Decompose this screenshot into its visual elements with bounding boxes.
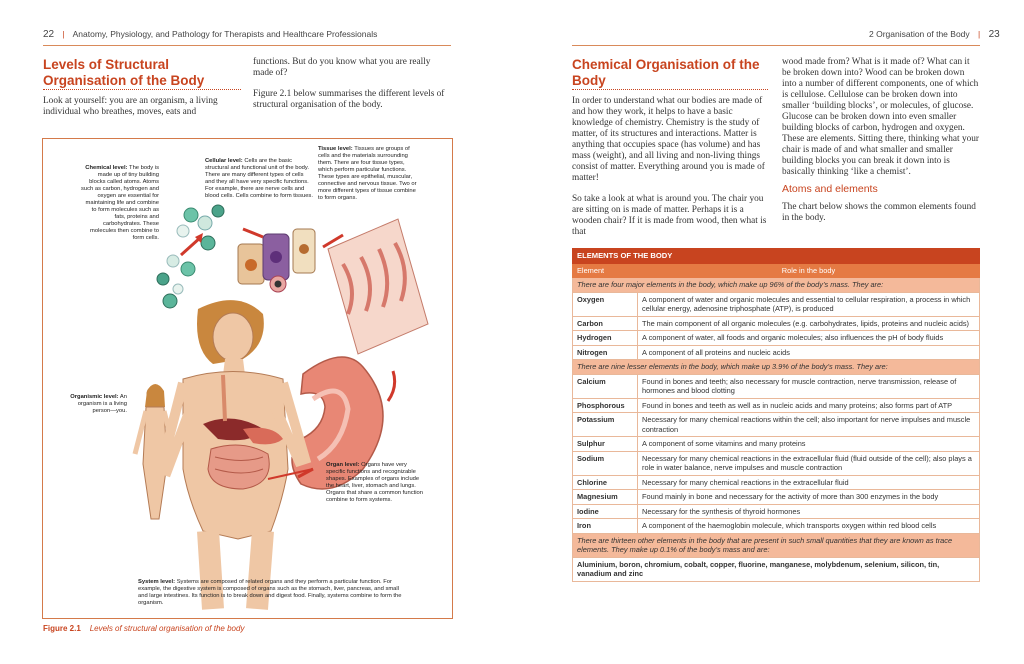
element-role: The main component of all organic molecules (e.g. carbohydrates, lipids, proteins and nucleic acids) (638, 316, 980, 331)
system-level-label: System level: Systems are composed of related organs and they perform a particular function. For example, the digestive system is composed of organs such as the stomach, liver, pancreas, and small and large intestines. Its function is to break down and digest food. Finally, systems combine to form the organism. (138, 579, 402, 606)
element-role: A component of water and organic molecules and essential to cellular respiration, a process in which cellular energy, adenosine triphosphate (ATP), is produced (638, 292, 980, 316)
element-name: Hydrogen (573, 331, 638, 346)
figure-reference-paragraph: Figure 2.1 below summarises the different levels of structural organisation of the body. (253, 89, 445, 110)
left-header-rule (43, 45, 451, 46)
table-row (573, 345, 980, 360)
intro-paragraph: Look at yourself: you are an organism, a living individual who breathes, moves, eats and (43, 96, 218, 117)
right-heading-underline (572, 89, 768, 90)
figure-caption-text: Levels of structural organisation of the body (89, 624, 245, 633)
table-row (573, 451, 980, 475)
element-role: A component of the haemoglobin molecule, which transports oxygen within red blood cells (638, 519, 980, 534)
element-name: Sodium (573, 451, 638, 475)
table-row (573, 413, 980, 437)
right-col2 (782, 57, 980, 188)
system-figure (161, 300, 305, 609)
element-name: Iron (573, 519, 638, 534)
table-row (573, 490, 980, 505)
atoms-molecules-icon (157, 205, 224, 308)
right-section-heading: Chemical Organisation of the Body (572, 57, 760, 88)
element-name: Potassium (573, 413, 638, 437)
table-row (573, 331, 980, 346)
section-note-row (573, 360, 980, 375)
table-row (573, 504, 980, 519)
element-name: Oxygen (573, 292, 638, 316)
element-name: Carbon (573, 316, 638, 331)
table-row (573, 437, 980, 452)
section-note-row (573, 533, 980, 557)
cells-icon (238, 229, 315, 292)
left-section-heading: Levels of Structural Organisation of the Body (43, 57, 205, 88)
left-running-header: 22 | Anatomy, Physiology, and Pathology for Therapists and Healthcare Professionals (43, 29, 378, 40)
table-row (573, 475, 980, 490)
chart-intro-paragraph: The chart below shows the common elements found in the body. (782, 202, 976, 223)
right-col1 (572, 96, 768, 248)
section-note-row (573, 278, 980, 293)
figure-caption-label: Figure 2.1 (43, 624, 81, 633)
right-running-header: 2 Organisation of the Body | 23 (869, 29, 1000, 40)
table-row (573, 519, 980, 534)
intro-continued-paragraph: functions. But do you know what you are really made of? (253, 57, 431, 78)
organ-level-label: Organ level: Organs have very specific functions and recognizable shapes. Examples of organs include the heart, liver, stomach and lungs. Organs that share a common function combine to form systems. (326, 462, 423, 503)
element-role: Necessary for many chemical reactions within the cell; also important for nerve impulses and muscle contraction (638, 413, 980, 437)
trace-elements-row (573, 557, 980, 581)
left-running-head-text: Anatomy, Physiology, and Pathology for Therapists and Healthcare Professionals (72, 29, 378, 39)
major-elements-note: There are four major elements in the body, which make up 96% of the body’s mass. They are: (573, 278, 980, 293)
element-role: A component of all proteins and nucleic acids (638, 345, 980, 360)
element-role: Found in bones and teeth as well as in nucleic acids and many proteins; also forms part of ATP (638, 398, 980, 413)
table-row (573, 398, 980, 413)
element-role: Necessary for the synthesis of thyroid hormones (638, 504, 980, 519)
element-name: Sulphur (573, 437, 638, 452)
figure-caption (43, 624, 244, 633)
lesser-elements-note: There are nine lesser elements in the body, which make up 3.9% of the body’s mass. They are: (573, 360, 980, 375)
table-title-row (573, 249, 980, 264)
table-header-row (573, 263, 980, 278)
tissue-icon (328, 219, 428, 354)
chemistry-paragraph: In order to understand what our bodies are made of and how they work, it helps to have a basic knowledge of chemistry. Chemistry is the study of matter, of its structures and interactions. Matter is anything that occupies space (has volume) and has mass (weight), and all living and non-living things consist of matter. Everything around you is made of matter! (572, 96, 765, 183)
element-role: Found in bones and teeth; also necessary for muscle contraction, nerve transmission, release of hormones and blood clotting (638, 374, 980, 398)
left-intro-col1 (43, 96, 241, 128)
chart-intro (782, 202, 980, 234)
element-name: Phosphorous (573, 398, 638, 413)
organismic-level-label: Organismic level: An organism is a living person—you. (70, 394, 127, 414)
left-page-number: 22 (43, 29, 55, 40)
element-role: A component of water, all foods and organic molecules; also influences the pH of body fluids (638, 331, 980, 346)
element-name: Chlorine (573, 475, 638, 490)
column-header-role: Role in the body (638, 263, 980, 278)
chemical-level-label: Chemical level: The body is made up of tiny building blocks called atoms. Atoms such as carbon, hydrogen and oxygen are essential for maintaining life and combine to form molecules such as fats, proteins and carbohydrates. These molecules then combine to form cells. (81, 165, 159, 241)
column-header-element: Element (573, 263, 638, 278)
right-header-rule (572, 45, 980, 46)
element-name: Iodine (573, 504, 638, 519)
element-name: Calcium (573, 374, 638, 398)
wood-paragraph: wood made from? What is it made of? What can it be broken down into? Wood can be broken down into a number of different components, one of which is cellulose. Cellulose can be broken down into smaller ‘building blocks’, or molecules, of glucose. Glucose can be broken down into even smaller building blocks of carbon, hydrogen and oxygen. These are elements. Sitting there, thinking what your chair is made of and what smaller and smaller building blocks you can break it down into is basically thinking ‘like a chemist’. (782, 57, 979, 177)
left-heading-underline (43, 89, 241, 90)
right-page-number: 23 (988, 29, 1000, 40)
element-role: Necessary for many chemical reactions in the extracellular fluid (638, 475, 980, 490)
elements-table (572, 248, 980, 582)
table-title: ELEMENTS OF THE BODY (573, 249, 980, 264)
trace-elements-list: Aluminium, boron, chromium, cobalt, copper, fluorine, manganese, molybdenum, selenium, silicon, tin, vanadium and zinc (573, 557, 980, 581)
trace-elements-note: There are thirteen other elements in the body that are present in such small quantities that they are known as trace elements. They make up 0.1% of the body’s mass and are: (573, 533, 980, 557)
table-row (573, 374, 980, 398)
right-running-head-text: 2 Organisation of the Body (869, 29, 970, 39)
table-row (573, 316, 980, 331)
element-role: A component of some vitamins and many proteins (638, 437, 980, 452)
element-role: Necessary for many chemical reactions in the extracellular fluid (fluid outside of the cell); also plays a role in water balance, nerve impulses and muscle contraction (638, 451, 980, 475)
element-name: Magnesium (573, 490, 638, 505)
element-role: Found mainly in bone and necessary for the activity of more than 300 enzymes in the body (638, 490, 980, 505)
chair-paragraph: So take a look at what is around you. The chair you are sitting on is made of matter. Perhaps it is a wooden chair? If it is made from wood, then what is that (572, 194, 767, 237)
figure-2-1 (42, 138, 453, 619)
tissue-level-label: Tissue level: Tissues are groups of cells and the materials surrounding them. There are four tissue types, which perform particular functions. These types are epithelial, muscular, connective and nervous tissue. Two or more different types of tissue combine to form organs. (318, 146, 417, 201)
cellular-level-label: Cellular level: Cells are the basic structural and functional unit of the body. There are many different types of cells and they all have very specific functions. For example, there are nerve cells and blood cells. Cells combine to form tissues. (205, 158, 313, 199)
left-intro-col2 (253, 57, 451, 121)
table-row (573, 292, 980, 316)
atoms-elements-subheading: Atoms and elements (782, 183, 878, 195)
element-name: Nitrogen (573, 345, 638, 360)
